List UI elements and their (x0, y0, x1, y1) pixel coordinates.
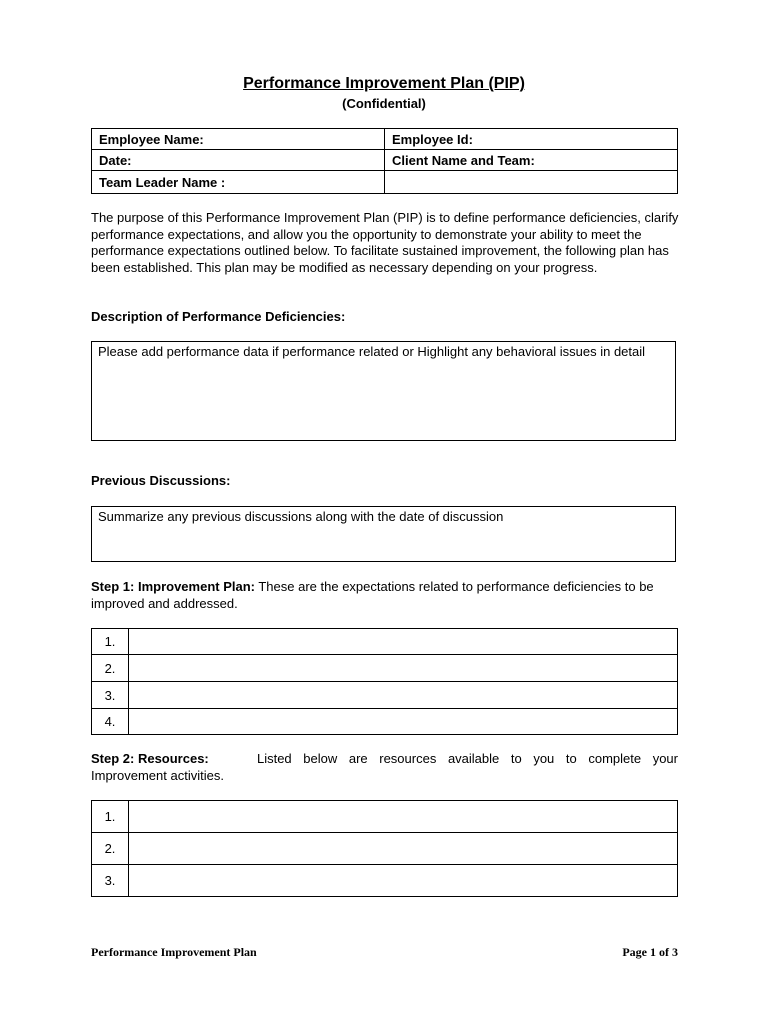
resource-row-entry[interactable] (129, 833, 678, 865)
employee-name-cell[interactable]: Employee Name: (92, 129, 385, 150)
step1-label: Step 1: Improvement Plan: (91, 579, 255, 594)
step2-description-line2: Improvement activities. (91, 767, 224, 783)
plan-row-number: 4. (92, 709, 129, 735)
blank-cell[interactable] (385, 171, 678, 194)
resource-row-entry[interactable] (129, 865, 678, 897)
plan-row-entry[interactable] (129, 709, 678, 735)
team-leader-name-cell[interactable]: Team Leader Name : (92, 171, 385, 194)
resource-row-entry[interactable] (129, 801, 678, 833)
plan-row-entry[interactable] (129, 682, 678, 709)
resource-row-number: 3. (92, 865, 129, 897)
deficiencies-heading: Description of Performance Deficiencies: (91, 309, 346, 324)
step2-label: Step 2: Resources: (91, 751, 209, 766)
previous-discussions-heading: Previous Discussions: (91, 473, 231, 488)
resources-table (91, 800, 678, 897)
step1-description: These are the expectations related to performance deficiencies to be improved and addressed. (91, 579, 654, 611)
deficiencies-box[interactable]: Please add performance data if performance related or Highlight any behavioral issues in detail (91, 341, 676, 441)
plan-row-entry[interactable] (129, 655, 678, 682)
purpose-paragraph: The purpose of this Performance Improvement Plan (PIP) is to define performance deficiencies, clarify performance expectations, and allow you the opportunity to demonstrate your ability to meet the performance expectations outlined below. To facilitate sustained improvement, the following plan has been established. This plan may be modified as necessary depending on your progress. (91, 210, 679, 275)
footer-document-name: Performance Improvement Plan (91, 945, 257, 959)
document-subtitle: (Confidential) (342, 96, 426, 111)
plan-row-entry[interactable] (129, 629, 678, 655)
resource-row-number: 2. (92, 833, 129, 865)
footer-page-number: Page 1 of 3 (622, 945, 678, 959)
step1-text (91, 579, 678, 612)
employee-info-table (91, 128, 678, 194)
document-title: Performance Improvement Plan (PIP) (243, 75, 525, 92)
plan-row-number: 2. (92, 655, 129, 682)
previous-discussions-box[interactable]: Summarize any previous discussions along with the date of discussion (91, 506, 676, 562)
step2-text (91, 751, 678, 784)
step2-description-line1: Listed below are resources available to you to complete your (256, 751, 678, 766)
client-name-team-cell[interactable]: Client Name and Team: (385, 150, 678, 171)
plan-row-number: 3. (92, 682, 129, 709)
improvement-plan-table (91, 628, 678, 735)
date-cell[interactable]: Date: (92, 150, 385, 171)
resource-row-number: 1. (92, 801, 129, 833)
plan-row-number: 1. (92, 629, 129, 655)
employee-id-cell[interactable]: Employee Id: (385, 129, 678, 150)
